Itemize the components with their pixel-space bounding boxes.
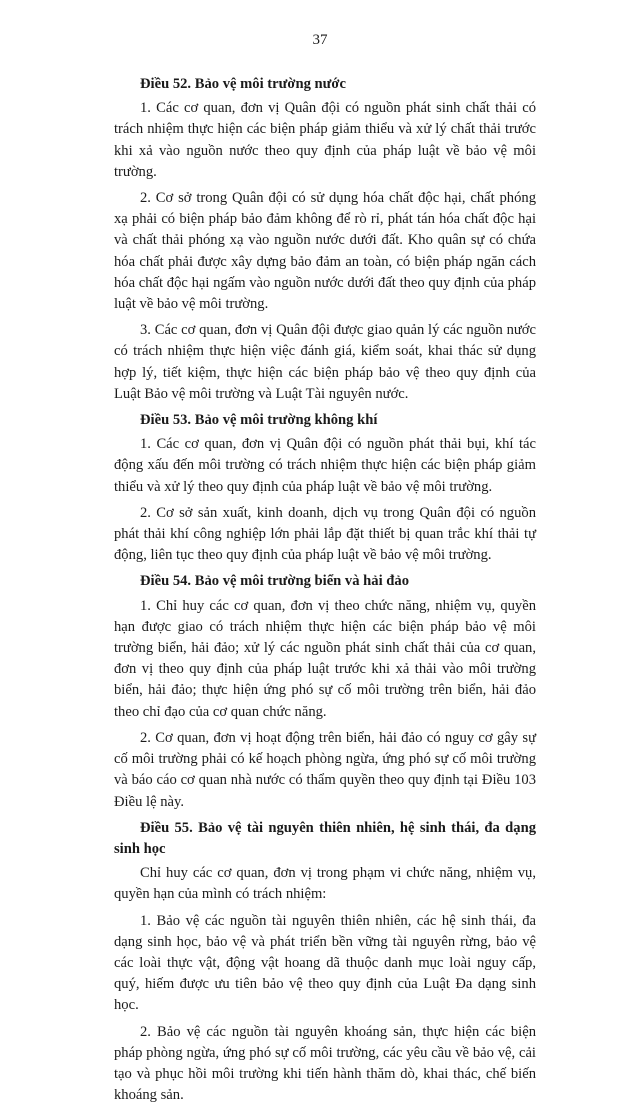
article-paragraph: 1. Chỉ huy các cơ quan, đơn vị theo chức năng, nhiệm vụ, quyền hạn được giao có trách nhiệm thực hiện các biện pháp bảo vệ môi trường biển, hải đảo; xử lý các nguồn phát sinh chất thải của cơ quan, đơn vị theo quy định của pháp luật trước khi xả thải vào môi trường biển, hải đảo; thực hiện ứng phó sự cố môi trường trên biển, hải đảo theo chỉ đạo của cơ quan chức năng.: [114, 597, 536, 720]
article-paragraph: 2. Cơ sở trong Quân đội có sử dụng hóa chất độc hại, chất phóng xạ phải có biện pháp bảo đảm không để rò rỉ, phát tán hóa chất độc hại và chất thải phóng xạ vào nguồn nước dưới đất. Kho quân sự có chứa hóa chất phải được xây dựng bảo đảm an toàn, có biện pháp ngăn cách hóa chất độc hại ngấm vào nguồn nước dưới đất theo quy định của pháp luật về bảo vệ môi trường.: [114, 190, 536, 313]
article-55: [114, 818, 536, 1107]
article-paragraph: 1. Các cơ quan, đơn vị Quân đội có nguồn phát thải bụi, khí tác động xấu đến môi trường có trách nhiệm thực hiện các biện pháp giảm thiểu và xử lý theo quy định của pháp luật về bảo vệ môi trường.: [114, 436, 536, 495]
document-body: [114, 74, 536, 1111]
article-heading: Điều 54. Bảo vệ môi trường biển và hải đảo: [140, 573, 410, 590]
article-paragraph: 1. Các cơ quan, đơn vị Quân đội có nguồn phát sinh chất thải có trách nhiệm thực hiện các biện pháp giảm thiểu và xử lý chất thải trước khi xả vào nguồn nước theo quy định của pháp luật về bảo vệ môi trường.: [114, 100, 536, 180]
article-heading: Điều 55. Bảo vệ tài nguyên thiên nhiên, hệ sinh thái, đa dạng sinh học: [114, 819, 536, 857]
article-53: [114, 410, 536, 566]
article-54: [114, 571, 536, 812]
article-paragraph: 2. Bảo vệ các nguồn tài nguyên khoáng sản, thực hiện các biện pháp phòng ngừa, ứng phó sự cố môi trường, các yêu cầu về bảo vệ, cải tạo và phục hồi môi trường khi tiến hành thăm dò, khai thác, chế biến khoáng sản.: [114, 1023, 536, 1104]
article-52: [114, 74, 536, 405]
article-paragraph: 1. Bảo vệ các nguồn tài nguyên thiên nhiên, các hệ sinh thái, đa dạng sinh học, bảo vệ và phát triển bền vững tài nguyên rừng, bảo vệ các loài thực vật, động vật hoang dã thuộc danh mục loài nguy cấp, quý, hiếm được ưu tiên bảo vệ theo quy định của Luật Đa dạng sinh học.: [114, 912, 536, 1014]
page-number: 37: [312, 32, 328, 48]
article-paragraph: 2. Cơ quan, đơn vị hoạt động trên biển, hải đảo có nguy cơ gây sự cố môi trường phải có kế hoạch phòng ngừa, ứng phó sự cố môi trường và báo cáo cơ quan nhà nước có thẩm quyền theo quy định tại Điều 103 Điều lệ này.: [114, 729, 536, 810]
article-paragraph: 3. Các cơ quan, đơn vị Quân đội được giao quản lý các nguồn nước có trách nhiệm thực hiện việc đánh giá, kiểm soát, khai thác sử dụng hợp lý, tiết kiệm, thực hiện các biện pháp bảo vệ theo quy định của Luật Bảo vệ môi trường và Luật Tài nguyên nước.: [114, 322, 536, 402]
article-heading: Điều 53. Bảo vệ môi trường không khí: [140, 412, 378, 429]
article-paragraph: 2. Cơ sở sản xuất, kinh doanh, dịch vụ trong Quân đội có nguồn phát thải khí công nghiệp lớn phải lắp đặt thiết bị quan trắc khí thải tự động, liên tục theo quy định của pháp luật về bảo vệ môi trường.: [114, 504, 536, 564]
article-heading: Điều 52. Bảo vệ môi trường nước: [140, 76, 346, 92]
article-paragraph: Chỉ huy các cơ quan, đơn vị trong phạm vi chức năng, nhiệm vụ, quyền hạn của mình có trách nhiệm:: [114, 865, 536, 903]
